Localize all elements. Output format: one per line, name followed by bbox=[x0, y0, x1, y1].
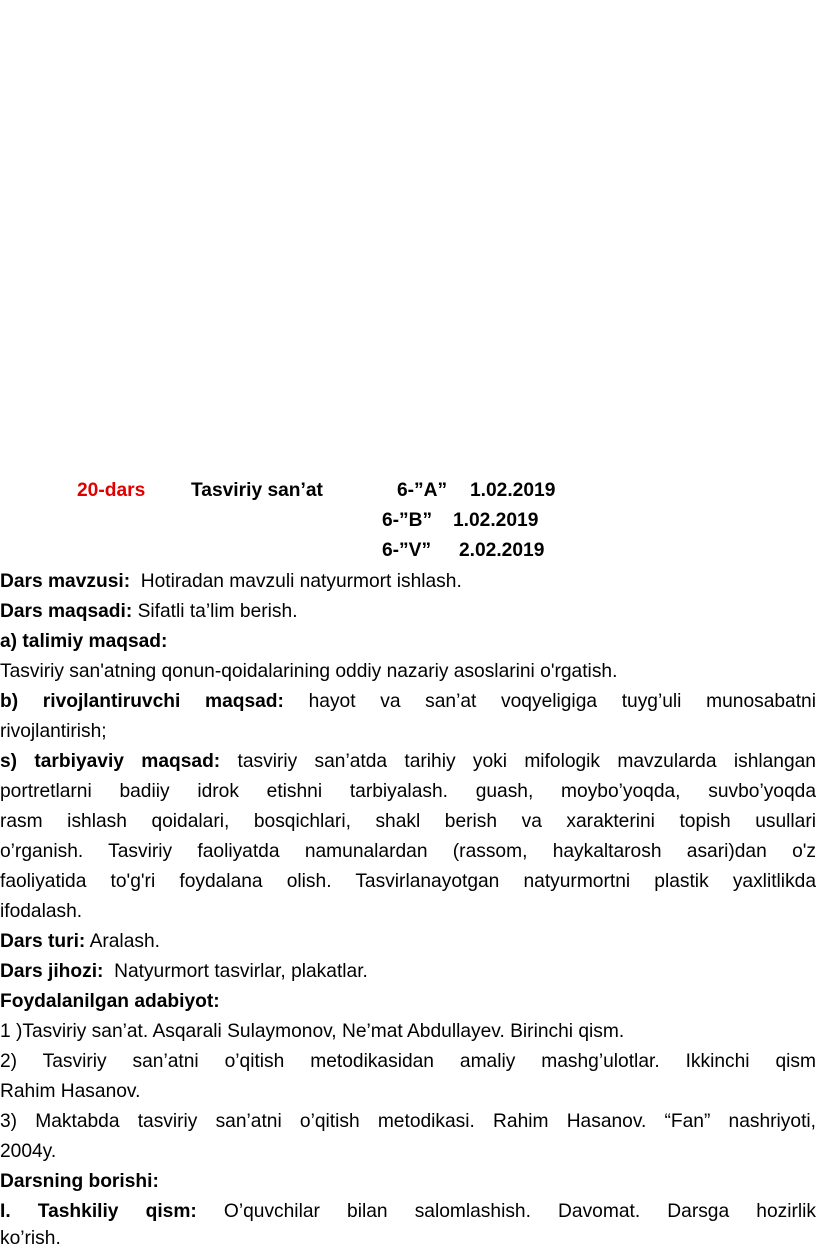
upbring-goal-line1 bbox=[0, 747, 816, 777]
type-line bbox=[0, 927, 816, 957]
equipment-label: Dars jihozi: bbox=[0, 961, 104, 982]
literature-item-1: 1 )Tasviriy san’at. Asqarali Sulaymonov, Ne’mat Abdullayev. Birinchi qism. bbox=[0, 1021, 625, 1042]
upbring-goal-line4: o’rganish. Tasviriy faoliyatda namunalardan (rassom, haykaltarosh asari)dan o'z bbox=[0, 841, 816, 862]
edu-goal-label: a) talimiy maqsad: bbox=[0, 631, 168, 652]
class-a: 6-”A” bbox=[397, 480, 448, 501]
org-text1: O’quvchilar bilan salomlashish. Davomat. Darsga hozirlik bbox=[223, 1201, 816, 1222]
progress-label: Darsning borishi: bbox=[0, 1171, 159, 1192]
dev-goal-label: b) rivojlantiruvchi maqsad: bbox=[0, 691, 284, 712]
dev-goal-line1 bbox=[0, 687, 816, 717]
class-b: 6-”B” bbox=[382, 510, 433, 531]
upbring-goal-line5: faoliyatida to'g'ri foydalana olish. Tasvirlanayotgan natyurmortni plastik yaxlitlikda bbox=[0, 871, 816, 892]
subject-title: Tasviriy san’at bbox=[191, 480, 323, 501]
literature-item-3-line1: 3) Maktabda tasviriy san’atni o’qitish metodikasi. Rahim Hasanov. “Fan” nashriyoti, bbox=[0, 1111, 816, 1132]
literature-item-2-line2: Rahim Hasanov. bbox=[0, 1081, 141, 1102]
literature-item-3-line2: 2004y. bbox=[0, 1141, 57, 1162]
upbring-goal-text1: tasviriy san’atda tarihiy yoki mifologik mavzularda ishlangan bbox=[237, 751, 816, 772]
topic-value: Hotiradan mavzuli natyurmort ishlash. bbox=[140, 571, 462, 592]
topic-line bbox=[0, 567, 816, 597]
upbring-goal-line2: portretlarni badiiy idrok etishni tarbiyalash. guash, moybo’yoqda, suvbo’yoqda bbox=[0, 781, 816, 802]
equipment-line bbox=[0, 957, 816, 987]
org-line2: ko’rish. bbox=[0, 1228, 61, 1249]
date-b: 1.02.2019 bbox=[453, 510, 539, 531]
dev-goal-line2: rivojlantirish; bbox=[0, 721, 107, 742]
type-label: Dars turi: bbox=[0, 931, 86, 952]
literature-label: Foydalanilgan adabiyot: bbox=[0, 991, 220, 1012]
org-label: I. Tashkiliy qism: bbox=[0, 1201, 197, 1222]
edu-goal-label-line bbox=[0, 627, 816, 657]
topic-label: Dars mavzusi: bbox=[0, 571, 131, 592]
date-a: 1.02.2019 bbox=[470, 480, 556, 501]
date-v: 2.02.2019 bbox=[459, 540, 545, 561]
org-line1 bbox=[0, 1197, 816, 1227]
type-value: Aralash. bbox=[89, 931, 160, 952]
goal-line bbox=[0, 597, 816, 627]
upbring-goal-line6: ifodalash. bbox=[0, 901, 83, 922]
goal-value: Sifatli ta’lim berish. bbox=[137, 601, 298, 622]
upbring-goal-label: s) tarbiyaviy maqsad: bbox=[0, 751, 221, 772]
class-v: 6-”V” bbox=[382, 540, 432, 561]
lesson-number: 20-dars bbox=[77, 480, 146, 501]
dev-goal-text1: hayot va san’at voqyeligiga tuyg’uli munosabatni bbox=[308, 691, 816, 712]
equipment-value: Natyurmort tasvirlar, plakatlar. bbox=[114, 961, 368, 982]
literature-heading-line bbox=[0, 987, 816, 1017]
literature-item-2-line1: 2) Tasviriy san’atni o’qitish metodikasidan amaliy mashg’ulotlar. Ikkinchi qism bbox=[0, 1051, 816, 1072]
goal-label: Dars maqsadi: bbox=[0, 601, 133, 622]
edu-goal-text: Tasviriy san'atning qonun-qoidalarining oddiy nazariy asoslarini o'rgatish. bbox=[0, 661, 618, 682]
progress-heading-line bbox=[0, 1167, 816, 1197]
upbring-goal-line3: rasm ishlash qoidalari, bosqichlari, shakl berish va xarakterini topish usullari bbox=[0, 811, 816, 832]
